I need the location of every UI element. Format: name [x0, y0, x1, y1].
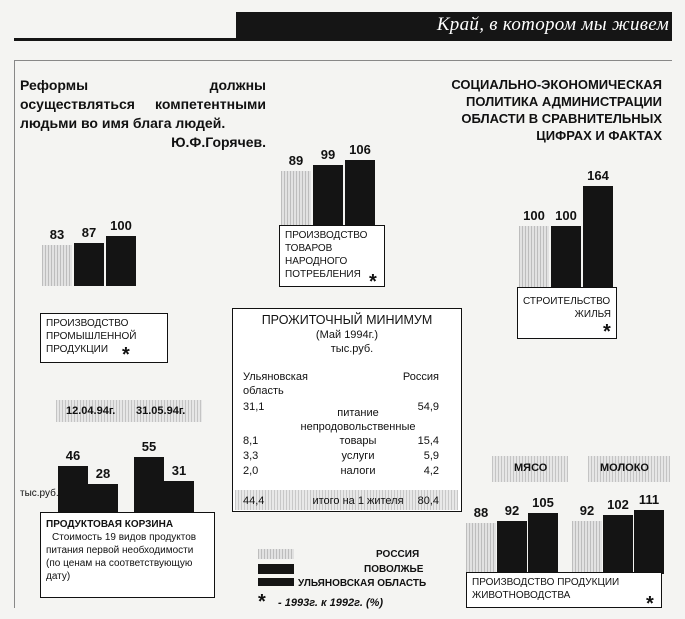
asterisk-icon: * [646, 593, 654, 615]
livestock-0-0-bar [466, 523, 496, 574]
chart-food-basket [58, 424, 198, 512]
subsistence-minimum-table [232, 308, 462, 512]
legend-swatch-volga [258, 564, 294, 574]
value-label: 31 [171, 463, 187, 478]
value-label: 111 [638, 491, 660, 507]
asterisk-icon: * [603, 321, 611, 343]
series-2-bar [106, 236, 136, 286]
column-header-region: Ульяновская [243, 371, 308, 383]
quote [20, 76, 266, 152]
cell-label: налоги [340, 465, 376, 477]
series-1-bar [313, 165, 343, 226]
policy-line: ЦИФРАХ И ФАКТАХ [536, 128, 662, 143]
cell-region: 2,0 [243, 465, 259, 477]
chart-label-line: ПРОДУКЦИИ [46, 344, 109, 355]
column-header-region: область [243, 385, 284, 397]
value-label: 92 [579, 502, 595, 518]
chart-label-line: ПРОИЗВОДСТВО [46, 318, 129, 329]
cell-russia: 15,4 [417, 435, 439, 447]
chart-label-title: ПРОДУКТОВАЯ КОРЗИНА [46, 519, 174, 530]
asterisk-icon: * [369, 271, 377, 293]
series-2-bar [583, 186, 613, 288]
chart-label-line: ПРОМЫШЛЕННОЙ [46, 331, 137, 342]
column-header-russia: Россия [402, 371, 439, 383]
value-label: 100 [110, 218, 132, 233]
series-0-bar [42, 245, 72, 287]
value-label: 28 [95, 466, 111, 481]
basket-0-1-bar [88, 484, 118, 512]
cell-region: 3,3 [243, 450, 259, 462]
date-label: 31.05.94г. [136, 405, 186, 417]
chart-label-box [517, 287, 617, 339]
value-label: 89 [288, 152, 304, 168]
value-label: 55 [141, 439, 157, 454]
value-label: 106 [349, 142, 371, 158]
category-label: МЯСО [514, 462, 548, 474]
livestock-1-2-bar [634, 510, 664, 574]
chart-label-line: ПОТРЕБЛЕНИЯ [285, 269, 361, 280]
cell-russia: 54,9 [417, 401, 439, 413]
series-1-bar [74, 243, 104, 287]
value-label: 83 [49, 226, 65, 242]
chart-consumer-goods [281, 140, 377, 226]
chart-label-line: дату) [46, 571, 71, 582]
asterisk-icon: * [122, 344, 130, 366]
chart-housing [519, 162, 615, 288]
chart-label-line: Стоимость 19 видов продуктов [52, 532, 197, 543]
legend-swatch-russia [258, 549, 294, 559]
livestock-1-0-bar [572, 521, 602, 574]
legend-label: РОССИЯ [376, 549, 420, 560]
chart-label-line: ПРОИЗВОДСТВО ПРОДУКЦИИ [472, 577, 620, 588]
chart-label-box [40, 512, 215, 598]
series-0-bar [519, 226, 549, 288]
cell-russia: 80,4 [417, 495, 439, 507]
table-unit: тыс.руб. [330, 343, 374, 355]
cell-label: товары [339, 435, 377, 447]
unit-label: тыс.руб. [20, 488, 59, 499]
cell-label: непродовольственные [300, 421, 416, 433]
value-label: 164 [587, 168, 609, 184]
cell-region: 31,1 [243, 401, 265, 413]
basket-1-0-bar [134, 457, 164, 512]
table-period: (Май 1994г.) [315, 329, 379, 341]
chart-industrial-production [42, 218, 138, 286]
value-label: 88 [473, 504, 489, 520]
legend-label: ПОВОЛЖЬЕ [364, 564, 424, 575]
basket-1-1-bar [164, 481, 194, 512]
policy-heading [400, 76, 662, 144]
basket-0-0-bar [58, 466, 88, 512]
quote-author: Ю.Ф.Горячев. [171, 134, 266, 150]
series-0-bar [281, 171, 311, 226]
cell-russia: 4,2 [423, 465, 439, 477]
asterisk-icon: * [258, 591, 266, 613]
section-title: Край, в котором мы живем [436, 14, 669, 35]
legend-note: - 1993г. к 1992г. (%) [278, 597, 384, 609]
value-label: 100 [523, 208, 545, 223]
policy-line: ПОЛИТИКА АДМИНИСТРАЦИИ [466, 94, 662, 109]
value-label: 100 [555, 208, 577, 223]
chart-label-line: ЖИЛЬЯ [574, 309, 611, 320]
policy-line: СОЦИАЛЬНО-ЭКОНОМИЧЕСКАЯ [451, 77, 662, 92]
chart-label-line: (по ценам на соответствующую [46, 558, 193, 569]
chart-label-line: ТОВАРОВ [285, 243, 333, 254]
value-label: 99 [320, 146, 336, 162]
chart-livestock [466, 482, 670, 574]
cell-russia: 5,9 [423, 450, 439, 462]
chart-label-line: СТРОИТЕЛЬСТВО [523, 296, 611, 307]
cell-region: 8,1 [243, 435, 259, 447]
value-label: 92 [504, 502, 520, 518]
header-rule [14, 38, 672, 41]
series-1-bar [551, 226, 581, 288]
chart-label-line: питания первой необходимости [46, 545, 194, 556]
chart-label-line: ЖИВОТНОВОДСТВА [472, 590, 571, 601]
series-2-bar [345, 160, 375, 226]
livestock-0-1-bar [497, 521, 527, 574]
value-label: 46 [65, 448, 81, 463]
livestock-0-2-bar [528, 513, 558, 574]
value-label: 105 [532, 495, 554, 511]
chart-label-line: НАРОДНОГО [285, 256, 348, 267]
policy-line: ОБЛАСТИ В СРАВНИТЕЛЬНЫХ [461, 111, 662, 126]
value-label: 87 [81, 224, 97, 240]
cell-label: питание [337, 407, 379, 419]
table-title: ПРОЖИТОЧНЫЙ МИНИМУМ [261, 313, 433, 327]
cell-label: итого на 1 жителя [312, 495, 404, 507]
chart-label-box [40, 313, 168, 366]
quote-text: Реформы должны осуществляться компетентными людьми во имя блага людей. [20, 77, 266, 131]
chart-label-box [466, 572, 662, 608]
category-label: МОЛОКО [600, 462, 649, 474]
livestock-1-1-bar [603, 515, 633, 574]
legend-swatch-ulyanovsk [258, 578, 294, 586]
cell-label: услуги [341, 450, 375, 462]
value-label: 102 [607, 496, 629, 512]
cell-region: 44,4 [243, 495, 265, 507]
legend-label: УЛЬЯНОВСКАЯ ОБЛАСТЬ [298, 578, 427, 589]
chart-label-line: ПРОИЗВОДСТВО [285, 230, 368, 241]
date-label: 12.04.94г. [66, 405, 116, 417]
